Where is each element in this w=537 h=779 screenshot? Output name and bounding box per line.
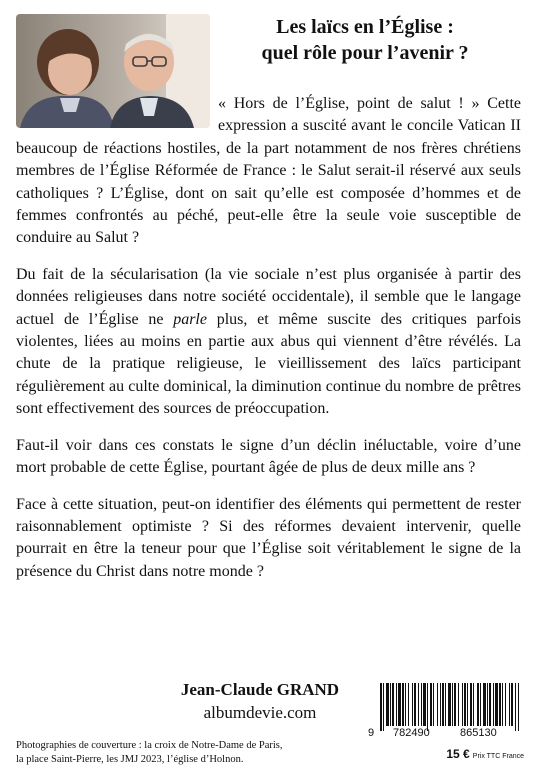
price-amount: 15 € bbox=[446, 747, 470, 761]
barcode-bar bbox=[380, 683, 382, 731]
barcode-bar bbox=[412, 683, 413, 726]
author-block bbox=[150, 678, 370, 724]
barcode-bar bbox=[398, 683, 401, 726]
barcode-bar bbox=[427, 683, 428, 731]
emphasized-word: parle bbox=[173, 310, 207, 328]
barcode-bar bbox=[440, 683, 441, 726]
paragraph-text: Du fait de la sécularisation (la vie sociale n’est plus organisée à partir des données religieuses dans notre société occidentale), il semble que le langage actuel de l’Église ne bbox=[16, 265, 521, 328]
barcode-bar bbox=[433, 683, 434, 726]
barcode-bar bbox=[390, 683, 391, 726]
barcode-bar bbox=[499, 683, 501, 726]
credits-line: Photographies de couverture : la croix de Notre-Dame de Paris, bbox=[16, 740, 283, 751]
barcode-bar bbox=[458, 683, 459, 726]
photo-credits bbox=[16, 739, 356, 767]
paragraph-text: « Hors de l’Église, point de salut ! » Cette expression a suscité avant le concile Vatican II beaucoup de réactions hostiles, de la part notamment de nos frères chrétiens membres de l’Église Réformée de France : le Salut serait-il réservé aux seuls catholiques ? L’Église, dont on sait qu’elle est composée d’hommes et de femmes confrontés au péché, peut-elle être la seule voie susceptible de conduire au Salut ? bbox=[16, 95, 521, 247]
barcode-bar bbox=[515, 683, 516, 731]
barcode-bar bbox=[448, 683, 451, 726]
paragraph-text: Face à cette situation, peut-on identifier des éléments qui permettent de rester raisonnablement optimiste ? Si des réformes devaient intervenir, quelle pourrait en être la teneur pour que l’Église soit véritablement le signe de la présence du Christ dans notre monde ? bbox=[16, 495, 521, 580]
barcode-bar bbox=[414, 683, 416, 726]
barcode-digit-group: 9 bbox=[368, 727, 375, 739]
barcode-bar bbox=[442, 683, 444, 726]
barcode-bar bbox=[464, 683, 466, 726]
barcode-bar bbox=[470, 683, 472, 726]
barcode-bar bbox=[509, 683, 510, 726]
paragraph bbox=[16, 264, 521, 421]
book-title bbox=[212, 14, 518, 66]
barcode-bar bbox=[402, 683, 404, 726]
author-website: albumdevie.com bbox=[203, 703, 317, 722]
barcode-bar bbox=[480, 683, 481, 726]
credits-line: la place Saint-Pierre, les JMJ 2023, l’église d’Holnon. bbox=[16, 754, 244, 765]
barcode-bar bbox=[495, 683, 498, 726]
barcode-bar bbox=[421, 683, 422, 726]
barcode-bar bbox=[452, 683, 453, 726]
barcode-bar bbox=[505, 683, 506, 726]
photo-wrap-spacer bbox=[16, 93, 218, 137]
barcode-bar bbox=[430, 683, 432, 726]
barcode-bar bbox=[386, 683, 389, 726]
barcode-bar bbox=[383, 683, 384, 731]
back-cover-text bbox=[16, 93, 521, 597]
price-note: Prix TTC France bbox=[472, 753, 524, 760]
author-name: Jean-Claude GRAND bbox=[180, 680, 340, 699]
barcode-bar bbox=[467, 683, 468, 726]
title-line: Les laïcs en l’Église : bbox=[276, 16, 454, 38]
barcode-bar bbox=[489, 683, 491, 726]
barcode-bar bbox=[445, 683, 446, 726]
barcode-bar bbox=[437, 683, 438, 726]
paragraph bbox=[16, 435, 521, 480]
barcode-digit-group: 865130 bbox=[460, 727, 497, 739]
paragraph bbox=[16, 494, 521, 584]
barcode-bar bbox=[473, 683, 474, 726]
barcode-bar bbox=[477, 683, 479, 726]
barcode-bar bbox=[418, 683, 419, 726]
barcode-bar bbox=[502, 683, 503, 726]
barcode-bar bbox=[392, 683, 394, 726]
barcode-bar bbox=[423, 683, 426, 726]
paragraph-text: plus, et même suscite des critiques parfois violentes, liées au moins en partie aux abus qui viennent d’être révélés. La chute de la pratique religieuse, le vieillissement des laïcs participant régulièrement au culte dominical, la diminution continue du nombre de prêtres sont effectivement des sources de préoccupation. bbox=[16, 310, 521, 418]
title-line: quel rôle pour l’avenir ? bbox=[261, 42, 469, 64]
barcode-bar bbox=[405, 683, 406, 726]
barcode-digit-group: 782490 bbox=[393, 727, 430, 739]
barcode-bar bbox=[396, 683, 397, 726]
barcode-bar bbox=[518, 683, 519, 731]
barcode-bar bbox=[408, 683, 409, 726]
barcode-bar bbox=[493, 683, 494, 726]
barcode-bar bbox=[462, 683, 463, 726]
barcode-bar bbox=[483, 683, 486, 726]
barcode-bar bbox=[487, 683, 488, 726]
price bbox=[420, 747, 524, 764]
barcode-bar bbox=[454, 683, 456, 726]
barcode-bar bbox=[511, 683, 513, 726]
paragraph-text: Faut-il voir dans ces constats le signe d’un déclin inéluctable, voire d’une mort probable de cette Église, pourtant âgée de plus de deux mille ans ? bbox=[16, 436, 521, 477]
